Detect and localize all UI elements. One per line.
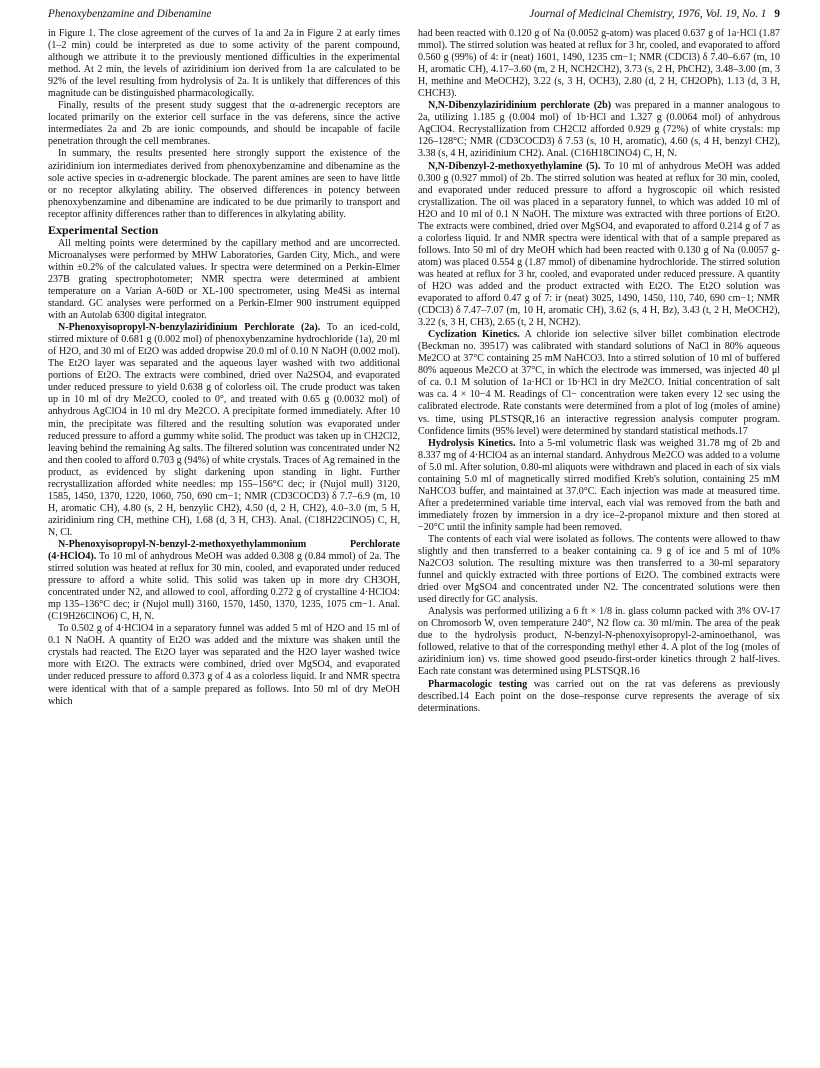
hydrolysis-kinetics-title: Hydrolysis Kinetics. — [428, 437, 516, 449]
paragraph-vial-isolation: The contents of each vial were isolated as follows. The contents were allowed to thaw slightly and then transferred to a beaker containing ca. 9 g of ice and 5 ml of 10% Na2CO3 solution. The resulting mixture was then transferred to a 30-ml separatory funnel and quickly extracted with three portions of Et2O. The combined extracts were dried over MgSO4 and concentrated under N2. The concentrated solutions were then used directly for GC analysis. — [418, 533, 780, 606]
cyclization-kinetics-text: A chloride ion selective silver billet combination electrode (Beckman no. 39517) was calibrated with standard solutions of NaCl in 80% aqueous Me2CO at 37°C containing 25 mM NaHCO3. Into a stirred solution of 10 ml of buffered 80% aqueous Me2CO at 37°C, in which the electrode was immersed, was injected 40 μl of ca. 0.1 M solution of 1a·HCl or 1b·HCl in dry Me2CO. Initial concentration of salt was ca. 4 × 10−4 M. Readings of Cl− concentration were taken every 12 sec using the calibrated electrode. Rate constants were determined from a plot of log (moles of amine) vs. time, using PLSTSQR,16 an interactive regression analysis computer program. Confidence limits (95% level) were determined by standard statistical methods.17 — [418, 329, 780, 437]
page-number: 9 — [774, 8, 780, 20]
running-head-title: Phenoxybenzamine and Dibenamine — [48, 8, 212, 20]
paragraph-cyclization-kinetics — [418, 329, 780, 437]
left-column — [48, 28, 400, 708]
compound-4-hclo4-text: To 10 ml of anhydrous MeOH was added 0.308 g (0.84 mmol) of 2a. The stirred solution was heated at reflux for 30 min, cooled, and evaporated under reduced pressure to afford a white solid. This solid was taken up in more dry CH3OH, concentrated under N2, and allowed to cool, affording 0.272 g of crystalline 4·HClO4: mp 135–136°C dec; ir (Nujol mull) 3160, 1570, 1450, 1370, 1235, 1075 cm−1. Anal. (C19H26ClNO6) C, H, N. — [48, 551, 400, 623]
paragraph-gc-analysis: Analysis was performed utilizing a 6 ft × 1/8 in. glass column packed with 3% OV-17 on Chromosorb W, oven temperature 240°, N2 flow ca. 30 ml/min. The area of the peak due to the hydrolysis product, N-benzyl-N-phenoxyisopropyl-2-aminoethanol, was followed, relative to that of the corresponding methyl ether 4. A plot of the log (moles of aziridinium ion) vs. time showed good pseudo-first-order kinetics through 2 half-lives. Each rate constant was determined using PLSTSQR.16 — [418, 606, 780, 678]
paragraph-finally: Finally, results of the present study suggest that the α-adrenergic receptors are located primarily on the exterior cell surface in the vas deferens, since the active intermediates 2a and 2b are ionic compounds, and should be incapable of facile penetration through the cell membranes. — [48, 100, 400, 148]
paragraph-hydrolysis-kinetics — [418, 438, 780, 534]
paragraph-general-methods: All melting points were determined by the capillary method and are uncorrected. Microanalyses were performed by MHW Laboratories, Garden City, Mich., and were within ±0.2% of the calculated values. Ir spectra were determined on a Perkin-Elmer 237B grating spectrophotometer; NMR spectra were determined at ambient temperature on a Varian A-60D or XL-100 spectrometer, using Me4Si as internal standard. GC analyses were performed on a Perkin-Elmer 900 instrument equipped with an Autolab 6300 digital integrator. — [48, 237, 400, 322]
compound-5-text: To 10 ml of anhydrous MeOH was added 0.300 g (0.927 mmol) of 2b. The stirred solution was heated at reflux for 30 min, cooled, and evaporated under reduced pressure to afford a hygroscopic oil which resisted crystallization. The oil was placed in a separatory funnel, to which was added 10 ml of H2O and 10 ml of 0.1 N NaOH. The mixture was extracted with three portions of Et2O. The extracts were combined, dried over MgSO4, and evaporated to afford 0.214 g of 7 as a colorless liquid. Ir and NMR spectra were identical with that of a sample prepared as follows. Into 50 ml of dry MeOH which had been reacted with 0.130 g of Na (0.0057 g-atom) was placed 0.554 g (1.87 mmol) of dibenamine hydrochloride. The stirred solution was heated at reflux for 3 hr, cooled, and evaporated under reduced pressure. A quantity of H2O was added and the product extracted with Et2O. The Et2O solution was evaporated to afford 0.47 g of 7: ir (neat) 3025, 1490, 1450, 110, 740, 690 cm−1; NMR (CDCl3) δ 7.47–7.07 (m, 10 H, aromatic CH), 3.62 (s, 4 H, Bz), 3.43 (t, 2 H, MeOCH2), 3.22 (s, 3 H, CH3), 2.65 (t, 2 H, NCH2). — [418, 160, 780, 329]
journal-citation: Journal of Medicinal Chemistry, 1976, Vol. 19, No. 1 — [529, 8, 767, 20]
pharmacologic-testing-title: Pharmacologic testing — [428, 678, 528, 690]
section-heading-experimental: Experimental Section — [48, 222, 159, 237]
hydrolysis-kinetics-text: Into a 5-ml volumetric flask was weighed 31.78 mg of 2b and 8.337 mg of 4·HClO4 as an internal standard. Anhydrous Me2CO was added to a volume of 5.0 ml. After solution, 0.80-ml aliquots were withdrawn and placed in each of six vials containing 5.0 ml of magnetically stirred modified Kreb's solution, containing 25 mM NaHCO3 buffer, and maintained at 37.0°C. Each injection was made at measured time. After a predetermined variable time interval, each vial was removed from the bath and immediately frozen by immersion in a dry ice–2-propanol mixture and then stored at −20°C until the infinity sample had been removed. — [418, 437, 780, 533]
pharmacologic-testing-text: was carried out on the rat vas deferens as previously described.14 Each point on the dose–response curve represents the average of six determinations. — [418, 678, 780, 714]
compound-4-hclo4-title: N-Phenoxyisopropyl-N-benzyl-2-methoxyethylammonium Perchlorate (4·HClO4). — [48, 538, 400, 563]
compound-2b-text: was prepared in a manner analogous to 2a, utilizing 1.185 g (0.004 mol) of 1b·HCl and 1.327 g (0.0064 mol) of anhydrous AgClO4. Recrystallization from CH2Cl2 afforded 0.929 g (72%) of white crystals: mp 126–128°C; NMR (CD3COCD3) δ 7.53 (s, 10 H, aromatic), 4.60 (s, 4 H, benzyl CH2), 3.38 (s, 4 H, aziridinium CH2). Anal. (C16H18ClNO4) C, H, N. — [418, 100, 780, 160]
paragraph-summary: In summary, the results presented here strongly support the existence of the aziridinium ion intermediates derived from phenoxybenzamine and dibenamine as the sole active species in α-adrenergic blockade. The parent amines are seen to have little or no receptor alkylating ability. The observed differences in potency between phenoxybenzamine and dibenamine are indicated to be due primarily to transport and receptor affinity differences rather than to differences in alkylating ability. — [48, 148, 400, 220]
compound-2b-title: N,N-Dibenzylaziridinium perchlorate (2b) — [428, 100, 612, 112]
running-head — [48, 8, 780, 26]
paragraph-compound-4-hclo4 — [48, 539, 400, 623]
compound-2a-title: N-Phenoxyisopropyl-N-benzylaziridinium Perchlorate (2a). — [58, 322, 321, 334]
paragraph-compound-4-preparation: To 0.502 g of 4·HClO4 in a separatory funnel was added 5 ml of H2O and 15 ml of 0.1 N NaOH. A quantity of Et2O was added and the mixture was shaken until the crystals had reacted. The Et2O layer was separated and the H2O layer washed twice more with Et2O. The extracts were combined, dried over MgSO4, and evaporated under reduced pressure to afford 0.373 g of 4 as a colorless liquid. Ir and NMR spectra were identical with that of a sample prepared as follows. Into 50 ml of dry MeOH which — [48, 623, 400, 707]
paragraph-compound-5 — [418, 161, 780, 330]
compound-2a-text: To an iced-cold, stirred mixture of 0.681 g (0.002 mol) of phenoxybenzamine hydrochloride (1a), 20 ml of H2O, and 30 ml of Et2O was added dropwise 20.0 ml of 0.10 N NaOH (0.002 mol). The Et2O layer was separated and the aqueous layer washed with two additional portions of Et2O. The extracts were combined, dried over Na2SO4, and evaporated under reduced pressure to yield 0.638 g of colorless oil. The crude product was taken up in 10 ml of dry Me2CO, cooled to 0°, and treated with 0.65 g (0.0032 mol) of anhydrous AgClO4 in 10 ml dry Me2CO. A precipitate formed immediately. After 10 min, the precipitate was filtered and the resulting solution was evaporated under reduced pressure to afford a gummy white solid. The product was taken up in CH2Cl2, leaving behind the remaining Ag salts. The filtered solution was concentrated under N2 and then cooled to afford 0.703 g (94%) of white crystals. Traces of Ag remained in the product, as evidenced by slight darkening upon standing in light. Further recrystallization afforded white needles: mp 155–156°C dec; ir (Nujol mull) 3120, 1585, 1450, 1370, 1220, 1060, 750, 690 cm−1; NMR (CD3COCD3) δ 7.7–6.9 (m, 10 H, aromatic CH), 4.80 (s, 2 H, benzylic CH2), 4.50 (d, 2 H, CH2), 4.0–3.0 (m, 5 H, aziridinium ring CH, methine CH), 1.68 (d, 3 H, CH3). Anal. (C18H22ClNO5) C, H, N, Cl. — [48, 322, 400, 538]
cyclization-kinetics-title: Cyclization Kinetics. — [428, 329, 520, 341]
paragraph-pharmacologic-testing — [418, 679, 780, 715]
paragraph-continuation: in Figure 1. The close agreement of the curves of 1a and 2a in Figure 2 at early times (1–2 min) could be interpreted as due to some activity of the parent compound, although we attribute it to the previously mentioned difficulties in the experimental method. At 2 min, the levels of aziridinium ion derived from 1a are calculated to be 92% of the level resulting from hydrolysis of 2a. It is unlikely that differences of this magnitude can be distinguished pharmacologically. — [48, 28, 400, 100]
right-column — [418, 28, 780, 715]
running-head-journal — [529, 8, 780, 20]
paragraph-continuation-right: had been reacted with 0.120 g of Na (0.0052 g-atom) was placed 0.637 g of 1a·HCl (1.87 mmol). The stirred solution was heated at reflux for 3 hr, cooled, and evaporated to afford 0.560 g (99%) of 4: ir (neat) 1601, 1490, 1235 cm−1; NMR (CDCl3) δ 7.40–6.67 (m, 10 H, aromatic CH), 4.17–3.60 (m, 2 H, NCH2CH2), 3.73 (s, 2 H, PhCH2), 3.48–3.00 (m, 3 H, methine and MeOCH2), 3.22 (s, 3 H, OCH3), 2.80 (d, 2 H, CH2OPh), 1.13 (d, 3 H, CHCH3). — [418, 28, 781, 100]
journal-page — [48, 0, 780, 1068]
compound-5-title: N,N-Dibenzyl-2-methoxyethylamine (5). — [428, 160, 601, 172]
paragraph-compound-2a — [48, 322, 400, 539]
paragraph-compound-2b — [418, 100, 780, 160]
